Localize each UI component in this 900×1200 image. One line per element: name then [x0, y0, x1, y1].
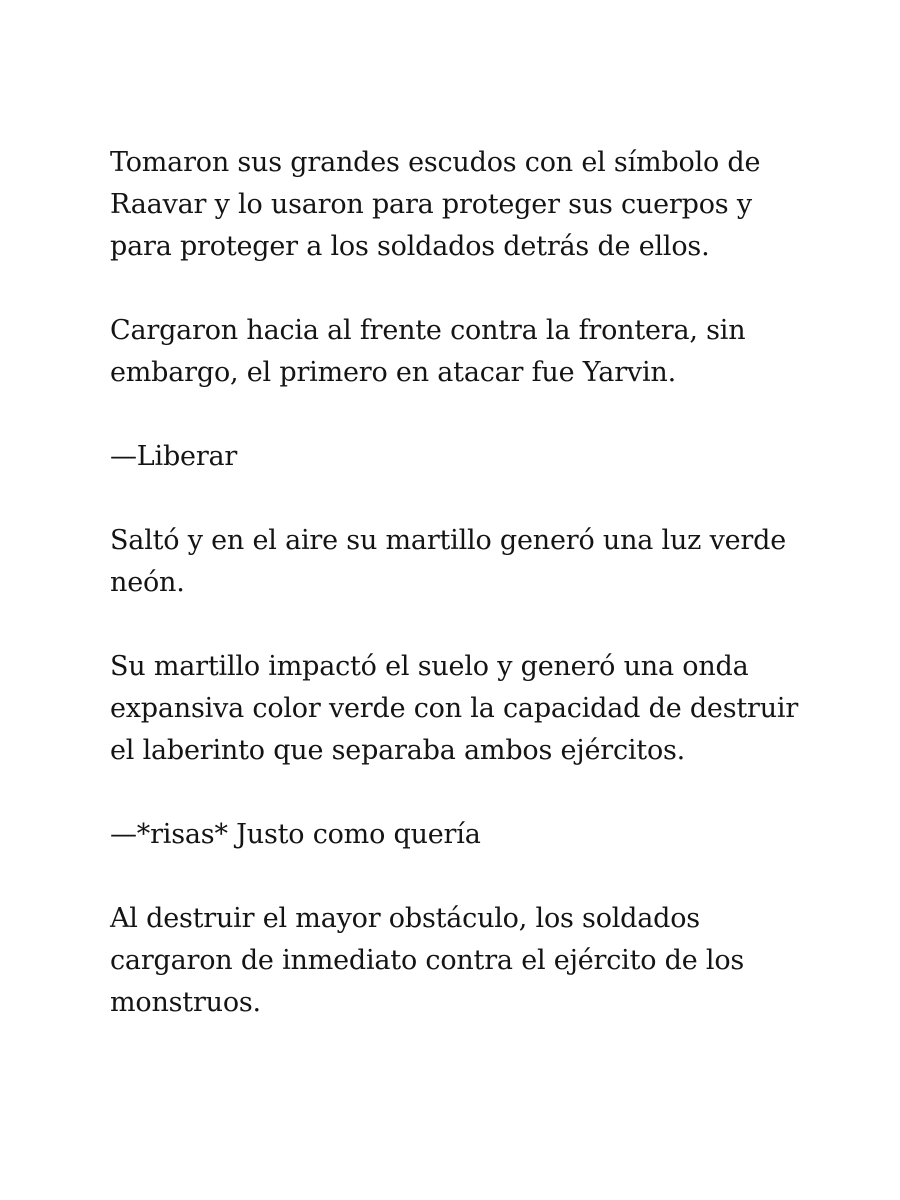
paragraph-cargaron: Cargaron hacia al frente contra la frontera, sin embargo, el primero en atacar fue Yarvin. — [110, 315, 746, 388]
document-page — [110, 142, 810, 1066]
dialogue-risas: —*risas* Justo como quería — [110, 819, 481, 850]
paragraph-escudos: Tomaron sus grandes escudos con el símbolo de Raavar y lo usaron para proteger sus cuerpos y para proteger a los soldados detrás de ellos. — [110, 147, 761, 262]
dialogue-liberar: —Liberar — [110, 441, 238, 472]
paragraph-destruir: Al destruir el mayor obstáculo, los soldados cargaron de inmediato contra el ejército de los monstruos. — [110, 903, 745, 1018]
paragraph-impacto: Su martillo impactó el suelo y generó una onda expansiva color verde con la capacidad de destruir el laberinto que separaba ambos ejércitos. — [110, 651, 799, 766]
paragraph-salto: Saltó y en el aire su martillo generó una luz verde neón. — [110, 525, 786, 598]
